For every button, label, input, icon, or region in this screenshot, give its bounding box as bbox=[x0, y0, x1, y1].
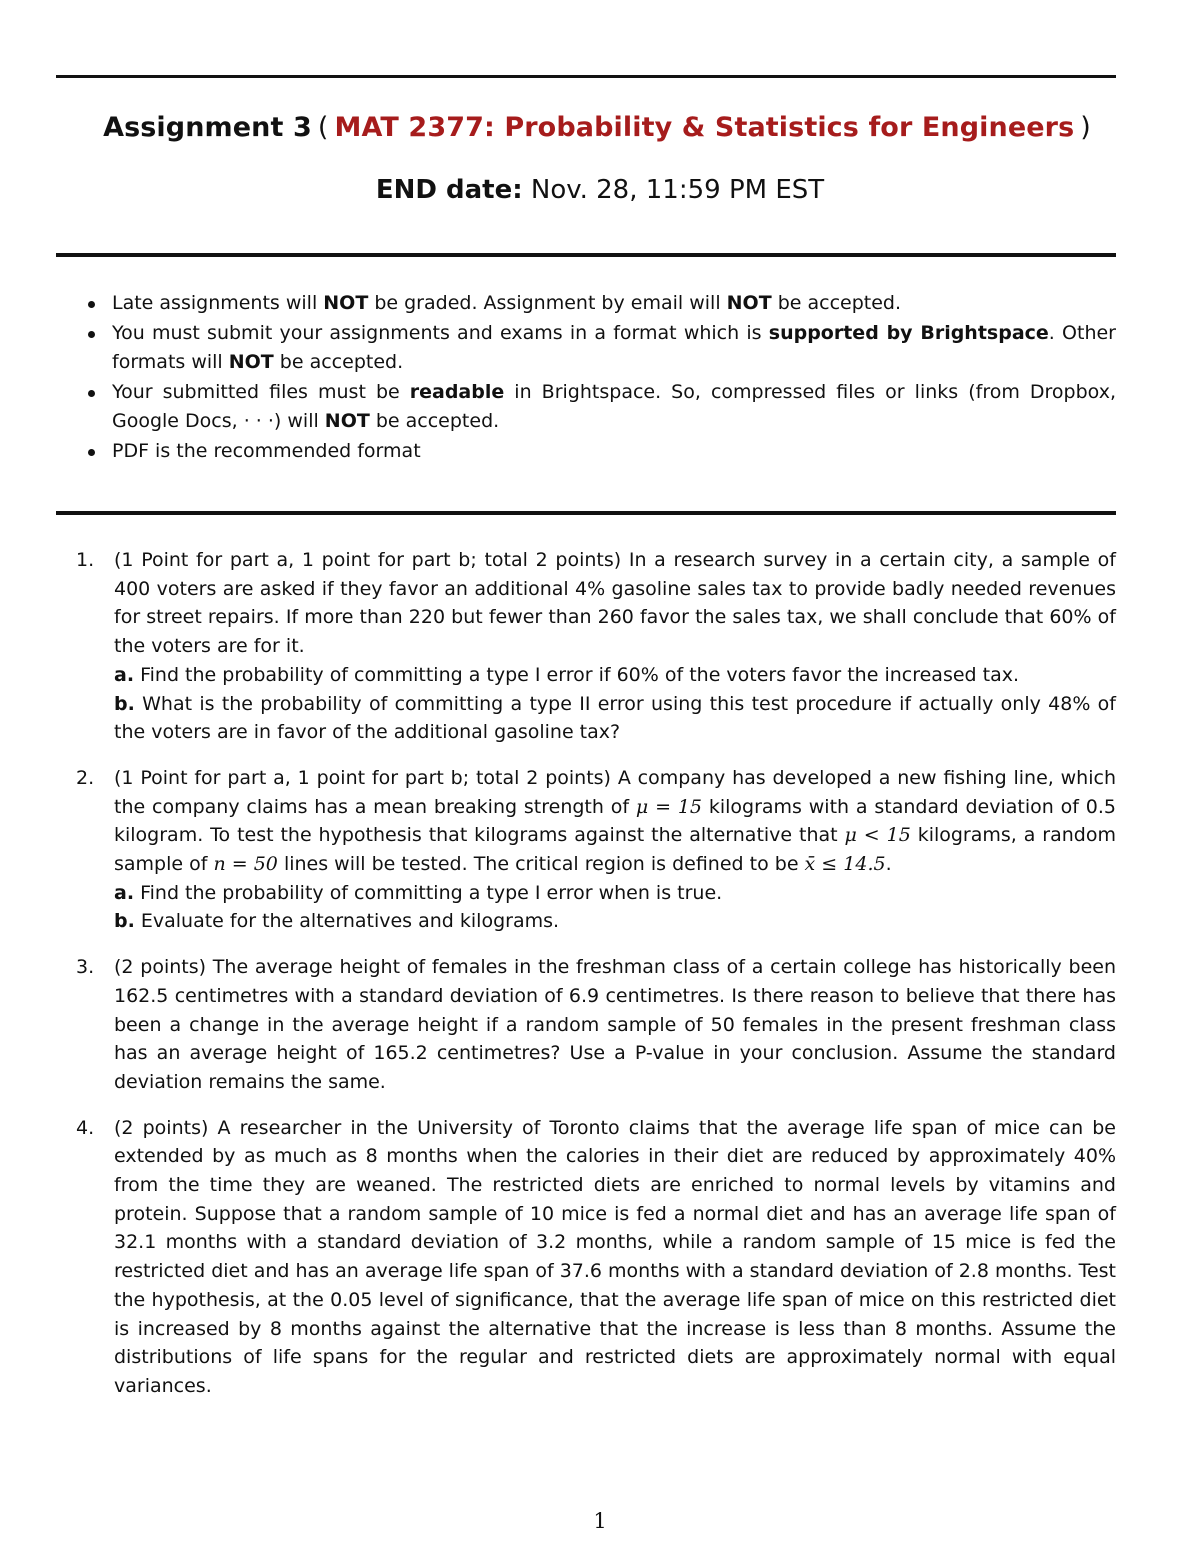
rule-text: PDF is the recommended format bbox=[112, 439, 421, 462]
list-item bbox=[84, 378, 1116, 437]
question-text: (2 points) The average height of females in the freshman class of a certain college has historically been 162.5 centimetres with a standard deviation of 6.9 centimetres. Is there reason to believe that there has been a change in the average height if a random sample of 50 females in the present freshman class has an average height of 165.2 centimetres? Use a P-value in your conclusion. Assume the standard deviation remains the same. bbox=[114, 956, 1116, 1093]
question-part-a bbox=[114, 879, 1116, 908]
bullet-icon bbox=[88, 390, 95, 397]
assignment-label: Assignment 3 bbox=[103, 112, 312, 143]
question-number: 1. bbox=[76, 549, 95, 571]
question-text: lines will be tested. The critical region is defined to be bbox=[277, 853, 805, 876]
bullet-icon bbox=[88, 449, 95, 456]
rule-text: be accepted. bbox=[273, 351, 404, 373]
list-item bbox=[84, 289, 1116, 319]
question-part-b bbox=[114, 907, 1116, 936]
rule-emphasis: NOT bbox=[324, 410, 370, 432]
question-part-a bbox=[114, 661, 1116, 690]
part-label: b. bbox=[114, 910, 135, 933]
questions-list bbox=[76, 546, 1116, 1418]
page-title bbox=[0, 112, 1200, 143]
question-number: 4. bbox=[76, 1116, 95, 1139]
rule-text: You must submit your assignments and exams in a format which is bbox=[112, 321, 769, 344]
page-number: 1 bbox=[593, 1509, 607, 1533]
top-rule bbox=[56, 75, 1116, 78]
rule-text: Late assignments will bbox=[112, 292, 324, 314]
list-item bbox=[84, 319, 1116, 378]
end-date bbox=[0, 175, 1200, 205]
question-text: kilograms, a random sample of bbox=[114, 824, 1116, 876]
part-text: What is the probability of committing a type II error using this test procedure if actually only 48% of the voters are in favor of the additional gasoline tax? bbox=[114, 692, 1116, 744]
rule-emphasis: NOT bbox=[726, 292, 772, 314]
course-title: MAT 2377: Probability & Statistics for Engineers bbox=[334, 112, 1075, 143]
rule-text: be accepted. bbox=[771, 292, 902, 314]
header-rule bbox=[56, 253, 1116, 257]
math-expression: n = 50 bbox=[213, 853, 278, 876]
section-rule bbox=[56, 511, 1116, 515]
part-label: a. bbox=[114, 663, 135, 686]
open-paren: ( bbox=[317, 112, 329, 143]
rule-text: . Other formats will bbox=[112, 321, 1116, 373]
math-expression: μ < 15 bbox=[844, 824, 911, 847]
question-1 bbox=[76, 546, 1116, 747]
rule-emphasis: supported by Brightspace bbox=[768, 321, 1049, 344]
end-date-value: Nov. 28, 11:59 PM EST bbox=[530, 175, 825, 205]
rule-emphasis: NOT bbox=[323, 292, 369, 314]
question-text: (1 Point for part a, 1 point for part b; total 2 points) In a research survey in a certain city, a sample of 400 voters are asked if they favor an additional 4% gasoline sales tax to provide badly needed revenues for street repairs. If more than 220 but fewer than 260 favor the sales tax, we shall conclude that 60% of the voters are for it. bbox=[114, 549, 1116, 658]
math-expression: x̄ ≤ 14.5 bbox=[804, 853, 886, 876]
part-text: Find the probability of committing a type I error if 60% of the voters favor the increased tax. bbox=[134, 663, 1020, 686]
rule-emphasis: NOT bbox=[228, 351, 274, 373]
rule-text: in Brightspace. So, compressed files or links (from Dropbox, Google Docs, · · ·) will bbox=[112, 380, 1116, 432]
question-text: (2 points) A researcher in the University of Toronto claims that the average life span of mice can be extended by as much as 8 months when the calories in their diet are reduced by approximately 40% from the time they are weaned. The restricted diets are enriched to normal levels by vitamins and protein. Suppose that a random sample of 10 mice is fed a normal diet and has an average life span of 32.1 months with a standard deviation of 3.2 months, while a random sample of 15 mice is fed the restricted diet and has an average life span of 37.6 months with a standard deviation of 2.8 months. Test the hypothesis, at the 0.05 level of significance, that the average life span of mice on this restricted diet is increased by 8 months against the alternative that the increase is less than 8 months. Assume the distributions of life spans for the regular and restricted diets are approximately normal with equal variances. bbox=[114, 1116, 1117, 1397]
question-4 bbox=[76, 1114, 1116, 1401]
close-paren: ) bbox=[1080, 112, 1091, 143]
question-text: . bbox=[885, 853, 892, 876]
math-expression: μ = 15 bbox=[635, 795, 702, 818]
part-text: Evaluate for the alternatives and kilograms. bbox=[134, 910, 560, 933]
question-3 bbox=[76, 953, 1116, 1097]
part-label: a. bbox=[114, 881, 135, 904]
question-part-b bbox=[114, 690, 1116, 747]
part-text: Find the probability of committing a type I error when is true. bbox=[134, 881, 723, 904]
question-number: 3. bbox=[76, 956, 95, 979]
end-date-label: END date: bbox=[375, 175, 523, 205]
rule-emphasis: readable bbox=[409, 380, 505, 403]
question-text: kilograms with a standard deviation of 0.5 kilogram. To test the hypothesis that kilograms against the alternative that bbox=[114, 795, 1116, 847]
part-label: b. bbox=[114, 692, 135, 715]
question-number: 2. bbox=[76, 766, 95, 789]
rules-list bbox=[84, 289, 1116, 466]
bullet-icon bbox=[88, 331, 95, 338]
question-2 bbox=[76, 764, 1116, 936]
rule-text: be accepted. bbox=[369, 410, 500, 432]
rule-text: be graded. Assignment by email will bbox=[368, 292, 727, 314]
rule-text: Your submitted files must be bbox=[112, 380, 410, 403]
question-text: (1 Point for part a, 1 point for part b; total 2 points) A company has developed a new fishing line, which the company claims has a mean breaking strength of bbox=[114, 766, 1116, 818]
list-item bbox=[84, 437, 1116, 467]
bullet-icon bbox=[88, 301, 95, 308]
